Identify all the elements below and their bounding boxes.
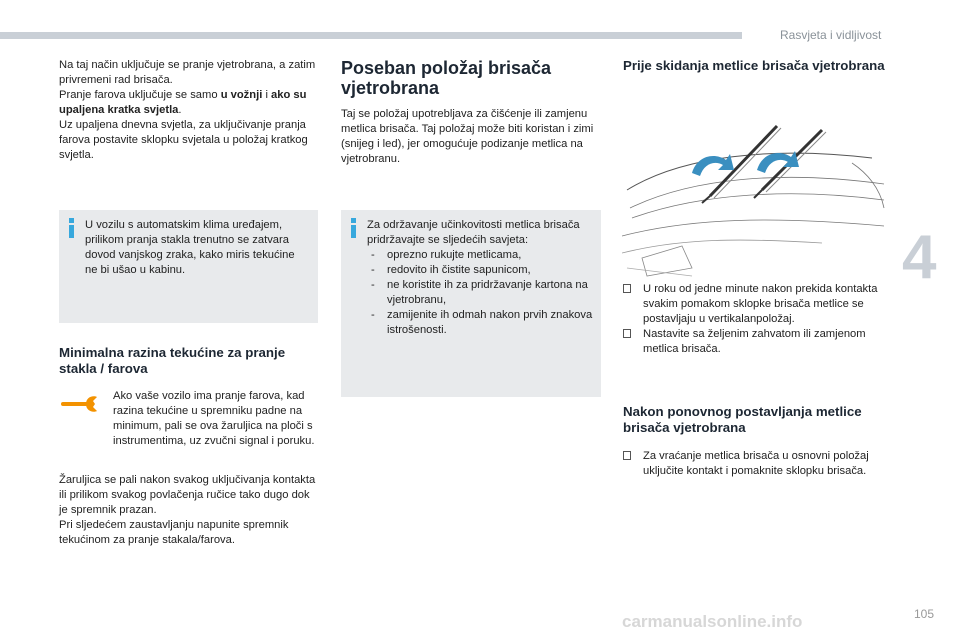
after-replacement-list: [623, 449, 885, 479]
header-bar: [0, 32, 742, 39]
chapter-number: 4: [902, 223, 937, 292]
heading-fluid-level: Minimalna razina tekućine za pranje stakla / farova: [59, 345, 286, 376]
list-item: - ne koristite ih za pridržavanje kartona na vjetrobranu,: [367, 278, 593, 308]
info-box-climate: [59, 210, 318, 323]
list-item: U roku od jedne minute nakon prekida kontakta svakim pomakom sklopke brisača metlice se postavljaju u vertikalanpoložaj.: [623, 282, 885, 327]
outro-paragraph-2: Pri sljedećem zaustavljanju napunite spremnik tekućinom za pranje stakala/farova.: [59, 519, 289, 546]
after-replacement-steps: [623, 449, 885, 479]
heading-special-position: Poseban položaj brisača vjetrobrana: [341, 58, 552, 98]
info-box-content: [367, 218, 593, 338]
intro-paragraph-3: Uz upaljena dnevna svjetla, za uključivanje pranja farova postavite sklopku svjetala u položaj kratkog svjetla.: [59, 119, 308, 161]
before-removal-steps: [623, 282, 885, 357]
outro-text: [59, 473, 321, 548]
info-icon: [64, 218, 78, 238]
outro-paragraph-1: Žaruljica se pali nakon svakog uključivanja kontakta ili prilikom svakog povlačenja ručice tako dugo dok je spremnik prazan.: [59, 474, 316, 516]
washer-fluid-warning-icon: [60, 392, 102, 414]
maintenance-tips-list: [367, 248, 593, 338]
list-item: - oprezno rukujte metlicama,: [367, 248, 593, 263]
heading-before-removal: Prije skidanja metlice brisača vjetrobrana: [623, 58, 885, 73]
info-box-text: U vozilu s automatskim klima uređajem, prilikom pranja stakla trenutno se zatvara dovod vanjskog zraka, kako miris tekućine ne bi ušao u kabinu.: [85, 219, 295, 276]
wiper-illustration: [622, 118, 885, 278]
list-item: - zamijenite ih odmah nakon prvih znakova istrošenosti.: [367, 308, 593, 338]
section-title: Rasvjeta i vidljivost: [780, 28, 882, 42]
list-item: - redovito ih čistite sapunicom,: [367, 263, 593, 278]
heading-after-replacement: Nakon ponovnog postavljanja metlice brisača vjetrobrana: [623, 404, 862, 435]
list-item: Za vraćanje metlica brisača u osnovni položaj uključite kontakt i pomaknite sklopku brisača.: [623, 449, 885, 479]
warning-light-text: Ako vaše vozilo ima pranje farova, kad razina tekućine u spremniku padne na minimum, pali se ova žaruljica na ploči s instrumentima, uz zvučni signal i poruku.: [113, 390, 315, 447]
info-intro: Za održavanje učinkovitosti metlica brisača pridržavajte se sljedećih savjeta:: [367, 219, 580, 246]
intro-paragraph-1: Na taj način uključuje se pranje vjetrobrana, a zatim privremeni rad brisača.: [59, 59, 316, 86]
intro-paragraph-2: Pranje farova uključuje se samo u vožnji i ako su upaljena kratka svjetla.: [59, 89, 307, 116]
watermark: carmanualsonline.info: [622, 612, 803, 631]
checkbox-icon: [623, 451, 631, 460]
intro-text: [59, 58, 317, 163]
special-position-text: Taj se položaj upotrebljava za čišćenje ili zamjenu metlica brisača. Taj položaj može biti koristan i zimi (snijeg i led), jer omogućuje podizanje metlica na vjetrobranu.: [341, 108, 594, 165]
page-number: 105: [914, 607, 935, 621]
list-item: Nastavite sa željenim zahvatom ili zamjenom metlica brisača.: [623, 327, 885, 357]
info-box-maintenance: [341, 210, 601, 397]
checkbox-icon: [623, 329, 631, 338]
before-removal-list: [623, 282, 885, 357]
info-icon: [346, 218, 360, 238]
checkbox-icon: [623, 284, 631, 293]
